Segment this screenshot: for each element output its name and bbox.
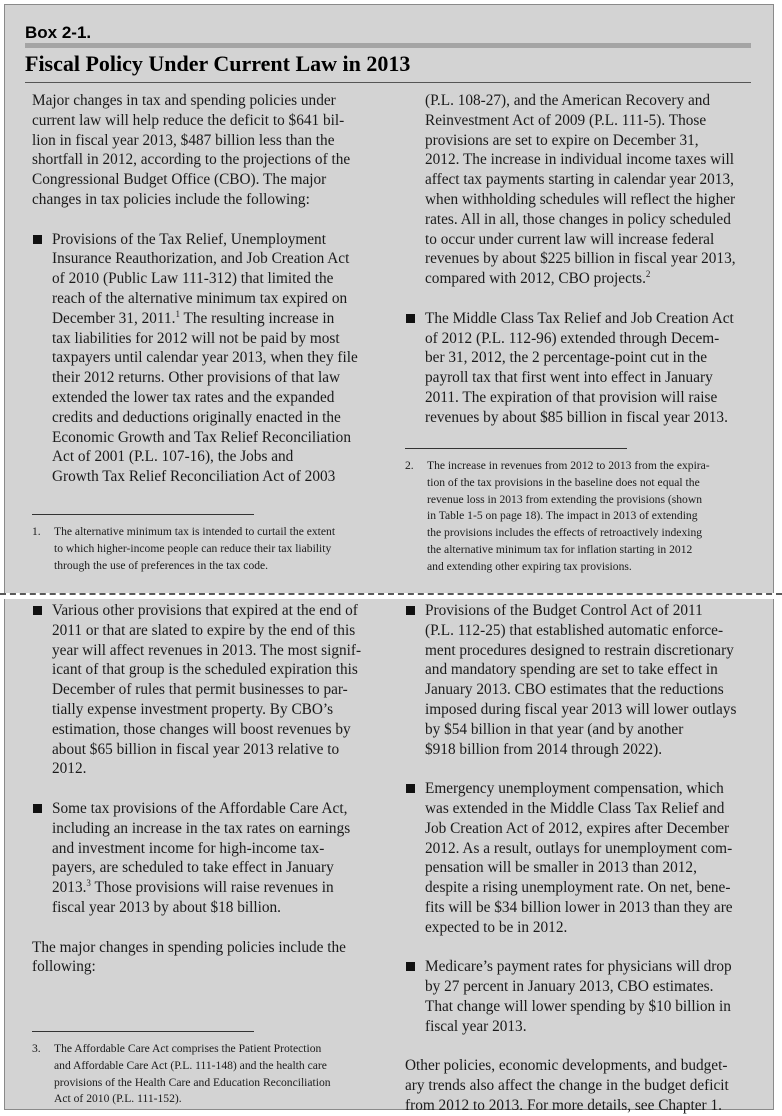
lower-left-column bbox=[32, 601, 374, 977]
closing-line: ary trends also affect the change in the budget deficit bbox=[405, 1077, 729, 1095]
bullet-square-icon bbox=[33, 804, 42, 813]
intro-line: shortfall in 2012, according to the projections of the bbox=[32, 151, 351, 169]
bullet-square-icon bbox=[406, 962, 415, 971]
upper-left-column bbox=[32, 91, 374, 487]
footnote-rule bbox=[32, 514, 254, 515]
footnote-2: 2. The increase in revenues from 2012 to 2013 from the expira- tion of the tax provisions in the baseline does not equal the revenue loss in 2013 from extending the provisions (shown in Table 1-5 on page 18). The impact in 2013 of extending the provisions includes the effects of retroactively indexing the alternative minimum tax for inflation starting in 2012 and extending other expiring tax provisions. bbox=[405, 459, 710, 573]
lower-right-column bbox=[405, 601, 747, 1116]
footnote-3: 3. The Affordable Care Act comprises the Patient Protection and Affordable Care Act (P.L. 111-148) and the health care provisions of the Health Care and Education Reconciliation Act of 2010 (P.L. 111-152). bbox=[32, 1042, 331, 1106]
bullet-tax-relief-2010: Provisions of the Tax Relief, Unemployment Insurance Reauthorization, and Job Creation Act of 2010 (Public Law 111-312) that limited the reach of the alternative minimum tax expired on December 31, 2011.$^1$ The resulting increase in tax liabilities for 2012 will not be paid by most taxpayers until calendar year 2013, when they file their 2012 returns. Other provisions of that law extended the lower tax rates and the expanded credits and deductions originally enacted in the Economic Growth and Tax Relief Reconciliation Act of 2001 (P.L. 107-16), the Jobs and Growth Tax Relief Reconciliation Act of 2003 bbox=[32, 230, 374, 487]
footnote-1: 1. The alternative minimum tax is intended to curtail the extent to which higher-income people can reduce their tax liability through the use of preferences in the tax code. bbox=[32, 525, 336, 572]
bullet-budget-control-act: Provisions of the Budget Control Act of 2011 (P.L. 112-25) that established automatic enforce- ment procedures designed to restrain discretionary and mandatory spending are set to take effect in January 2013. CBO estimates that the reductions imposed during fiscal year 2013 will lower outlays by $54 billion in that year (and by another $918 billion from 2014 through 2022). bbox=[405, 601, 747, 759]
bullet-unemployment-compensation: Emergency unemployment compensation, which was extended in the Middle Class Tax Relief and Job Creation Act of 2012, expires after December 2012. As a result, outlays for unemployment com- pensation will be smaller in 2013 than 2012, despite a rising unemployment rate. On net, bene- fits will be $34 billion lower in 2013 than they are expected to be in 2012. bbox=[405, 779, 747, 937]
bullet-medicare-payment-rates: Medicare’s payment rates for physicians will drop by 27 percent in January 2013, CBO estimates. That change will lower spending by $10 billion in fiscal year 2013. bbox=[405, 957, 747, 1036]
footnote-rule bbox=[32, 1031, 254, 1032]
title-bar bbox=[25, 43, 751, 48]
box-label: Box 2-1. bbox=[25, 23, 92, 42]
title-rule bbox=[25, 82, 751, 83]
footnote-ref-2: 2 bbox=[645, 269, 651, 280]
footnote-rule bbox=[405, 448, 627, 449]
closing-line: Other policies, economic developments, and budget- bbox=[405, 1057, 728, 1075]
intro-line: changes in tax policies include the following: bbox=[32, 190, 310, 208]
intro-line: current law will help reduce the deficit to $641 bil- bbox=[32, 111, 345, 129]
bullet-square-icon bbox=[33, 235, 42, 244]
intro-line: Major changes in tax and spending policies under bbox=[32, 92, 336, 109]
bullet-expiring-provisions: Various other provisions that expired at the end of 2011 or that are slated to expire by the end of this year will affect revenues in 2013. The most signif- icant of that group is the scheduled expiration this December of rules that permit businesses to par- tially expense investment property. By CBO’s estimation, those changes will boost revenues by about $65 billion in fiscal year 2013 relative to 2012. bbox=[32, 601, 374, 779]
footnote-ref-3: 3 bbox=[86, 878, 91, 889]
bullet-square-icon bbox=[33, 606, 42, 615]
bullet-square-icon bbox=[406, 784, 415, 793]
bullet-middle-class-tax-relief: The Middle Class Tax Relief and Job Creation Act of 2012 (P.L. 112-96) extended through Decem- ber 31, 2012, the 2 percentage-point cut in the payroll tax that first went into effect in January 2011. The expiration of that provision will raise revenues by about $85 billion in fiscal year 2013. bbox=[405, 309, 747, 428]
bullet-square-icon bbox=[406, 314, 415, 323]
spending-intro-line: The major changes in spending policies include the bbox=[32, 938, 346, 956]
spending-intro-line: following: bbox=[32, 958, 96, 976]
bullet-affordable-care-act-taxes: Some tax provisions of the Affordable Care Act, including an increase in the tax rates on earnings and investment income for high-income tax- payers, are scheduled to take effect in January 2013.$^3$ Those provisions will raise revenues in fiscal year 2013 by about $18 billion. bbox=[32, 799, 374, 918]
page-cut-line bbox=[0, 593, 782, 599]
intro-line: lion in fiscal year 2013, $487 billion less than the bbox=[32, 131, 335, 149]
intro-line: Congressional Budget Office (CBO). The major bbox=[32, 171, 327, 189]
footnote-ref-1: 1 bbox=[175, 308, 180, 319]
box-title: Fiscal Policy Under Current Law in 2013 bbox=[25, 51, 411, 76]
upper-right-column: (P.L. 108-27), and the American Recovery and Reinvestment Act of 2009 (P.L. 111-5). Those provisions are set to expire on December 31, 2012. The increase in individual income taxes will affect tax payments starting in calendar year 2013, when withholding schedules will reflect the higher rates. All in all, those changes in policy scheduled to occur under current law will increase federal revenues by about $225 billion in fiscal year 2013, compared with 2012, CBO projects.$^2$ The Middle Class Tax Relief and Job Creation Act of 2012 (P.L. 112-96) extended through Decem- ber 31, 2012, the 2 percentage-point cut in the payroll tax that first went into effect in January 2011. The expiration of that provision will raise revenues by about $85 billion in fiscal year 2013. bbox=[405, 91, 747, 428]
closing-line: from 2012 to 2013. For more details, see Chapter 1. bbox=[405, 1096, 722, 1114]
bullet-square-icon bbox=[406, 606, 415, 615]
